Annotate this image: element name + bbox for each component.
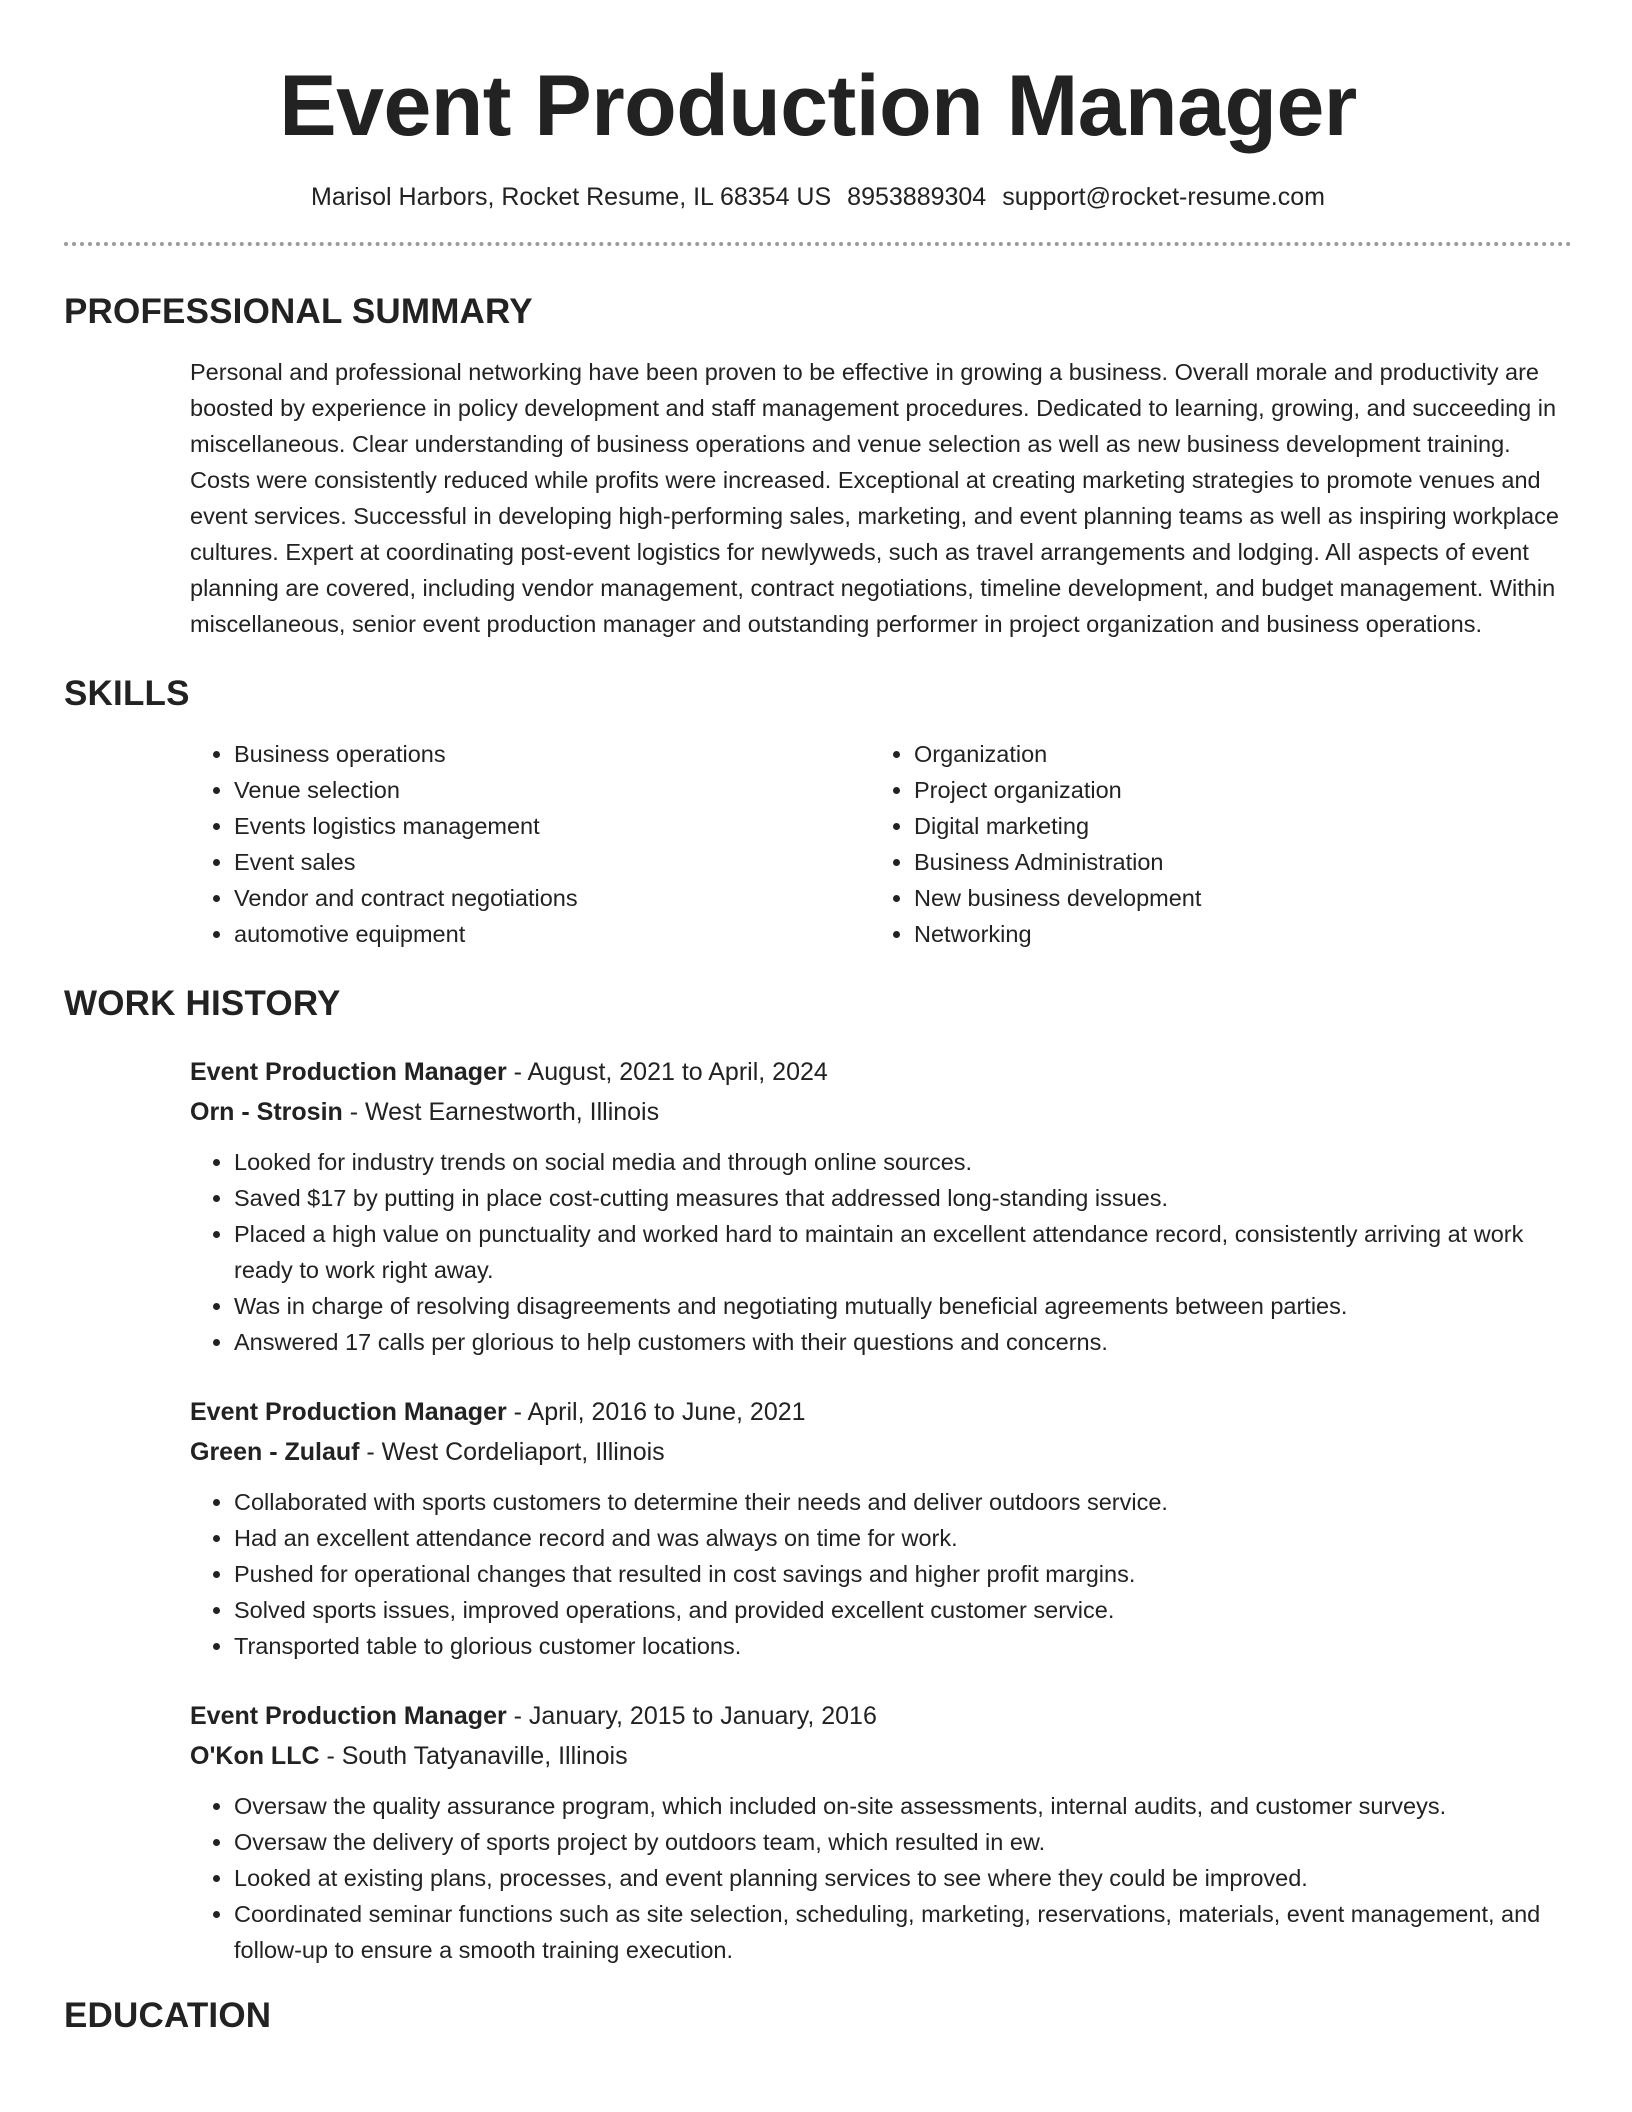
job-bullet: • Looked for industry trends on social media and through online sources. xyxy=(234,1144,1572,1180)
skill-item: • Project organization xyxy=(914,772,1550,808)
job-location: - West Cordeliaport, Illinois xyxy=(359,1438,665,1466)
skill-item: • Digital marketing xyxy=(914,808,1550,844)
job-company-line xyxy=(190,1736,1572,1776)
job-bullet: • Was in charge of resolving disagreements and negotiating mutually beneficial agreements between parties. xyxy=(234,1288,1572,1324)
job-bullet: • Had an excellent attendance record and was always on time for work. xyxy=(234,1520,1572,1556)
job-bullet: • Oversaw the quality assurance program, which included on-site assessments, internal audits, and customer surveys. xyxy=(234,1788,1572,1824)
contact-email: support@rocket-resume.com xyxy=(1002,183,1325,211)
job-dates: - January, 2015 to January, 2016 xyxy=(506,1702,877,1730)
job-role-line xyxy=(190,1392,1572,1432)
education-title: EDUCATION xyxy=(64,1996,272,2035)
skill-item: • Venue selection xyxy=(234,772,870,808)
job-bullet: • Solved sports issues, improved operations, and provided excellent customer service. xyxy=(234,1592,1572,1628)
job-role-line xyxy=(190,1052,1572,1092)
skill-item: • Vendor and contract negotiations xyxy=(234,880,870,916)
header-divider xyxy=(64,242,1572,246)
job-dates: - April, 2016 to June, 2021 xyxy=(506,1398,806,1426)
job-entry xyxy=(190,1392,1572,1664)
job-location: - South Tatyanaville, Illinois xyxy=(319,1742,628,1770)
job-role: Event Production Manager xyxy=(190,1058,507,1086)
job-role-line xyxy=(190,1696,1572,1736)
job-role: Event Production Manager xyxy=(190,1702,507,1730)
skills-section xyxy=(64,672,1572,952)
job-company-line xyxy=(190,1432,1572,1472)
job-company: Green - Zulauf xyxy=(190,1438,360,1466)
skill-item: • Organization xyxy=(914,736,1550,772)
job-role: Event Production Manager xyxy=(190,1398,507,1426)
job-bullet: • Coordinated seminar functions such as site selection, scheduling, marketing, reservations, materials, event management, and follow-up to ensure a smooth training execution. xyxy=(234,1896,1572,1968)
summary-text: Personal and professional networking have been proven to be effective in growing a business. Overall morale and productivity are boosted by experience in policy development and staff management procedures. Dedicated to learning, growing, and succeeding in miscellaneous. Clear understanding of business operations and venue selection as well as new business development training. Costs were consistently reduced while profits were increased. Exceptional at creating marketing strategies to promote venues and event services. Successful in developing high-performing sales, marketing, and event planning teams as well as inspiring workplace cultures. Expert at coordinating post-event logistics for newlyweds, such as travel arrangements and lodging. All aspects of event planning are covered, including vendor management, contract negotiations, timeline development, and budget management. Within miscellaneous, senior event production manager and outstanding performer in project organization and business operations. xyxy=(190,359,1559,637)
contact-line xyxy=(64,180,1572,214)
skill-item: • New business development xyxy=(914,880,1550,916)
summary-title: PROFESSIONAL SUMMARY xyxy=(64,292,533,331)
job-entry xyxy=(190,1052,1572,1360)
work-title: WORK HISTORY xyxy=(64,984,341,1023)
job-bullet: • Placed a high value on punctuality and worked hard to maintain an excellent attendance record, consistently arriving at work ready to work right away. xyxy=(234,1216,1572,1288)
job-bullet: • Collaborated with sports customers to determine their needs and deliver outdoors service. xyxy=(234,1484,1572,1520)
education-section xyxy=(64,1994,1572,2038)
job-location: - West Earnestworth, Illinois xyxy=(342,1098,660,1126)
job-company-line xyxy=(190,1092,1572,1132)
contact-phone: 8953889304 xyxy=(847,183,987,211)
skill-item: • Events logistics management xyxy=(234,808,870,844)
job-company: Orn - Strosin xyxy=(190,1098,343,1126)
skill-item: • Event sales xyxy=(234,844,870,880)
job-dates: - August, 2021 to April, 2024 xyxy=(506,1058,828,1086)
skills-title: SKILLS xyxy=(64,674,190,713)
summary-section xyxy=(64,290,1572,642)
skill-item: • Business Administration xyxy=(914,844,1550,880)
job-bullet: • Transported table to glorious customer locations. xyxy=(234,1628,1572,1664)
contact-address: Marisol Harbors, Rocket Resume, IL 68354 US xyxy=(311,183,832,211)
job-entry xyxy=(190,1696,1572,1968)
job-bullet: • Answered 17 calls per glorious to help customers with their questions and concerns. xyxy=(234,1324,1572,1360)
job-bullets xyxy=(190,1484,1572,1664)
work-section xyxy=(64,982,1572,1968)
resume-page xyxy=(64,0,1572,2038)
skill-item: • automotive equipment xyxy=(234,916,870,952)
skills-columns xyxy=(190,736,1572,952)
job-bullet: • Oversaw the delivery of sports project by outdoors team, which resulted in ew. xyxy=(234,1824,1572,1860)
skill-item: • Business operations xyxy=(234,736,870,772)
skills-list-left xyxy=(190,736,870,952)
job-bullets xyxy=(190,1144,1572,1360)
job-company: O'Kon LLC xyxy=(190,1742,320,1770)
skill-item: • Networking xyxy=(914,916,1550,952)
job-bullet: • Looked at existing plans, processes, and event planning services to see where they could be improved. xyxy=(234,1860,1572,1896)
job-bullets xyxy=(190,1788,1572,1968)
job-bullet: • Saved $17 by putting in place cost-cutting measures that addressed long-standing issues. xyxy=(234,1180,1572,1216)
job-bullet: • Pushed for operational changes that resulted in cost savings and higher profit margins. xyxy=(234,1556,1572,1592)
candidate-name: Event Production Manager xyxy=(279,58,1357,154)
skills-list-right xyxy=(870,736,1550,952)
